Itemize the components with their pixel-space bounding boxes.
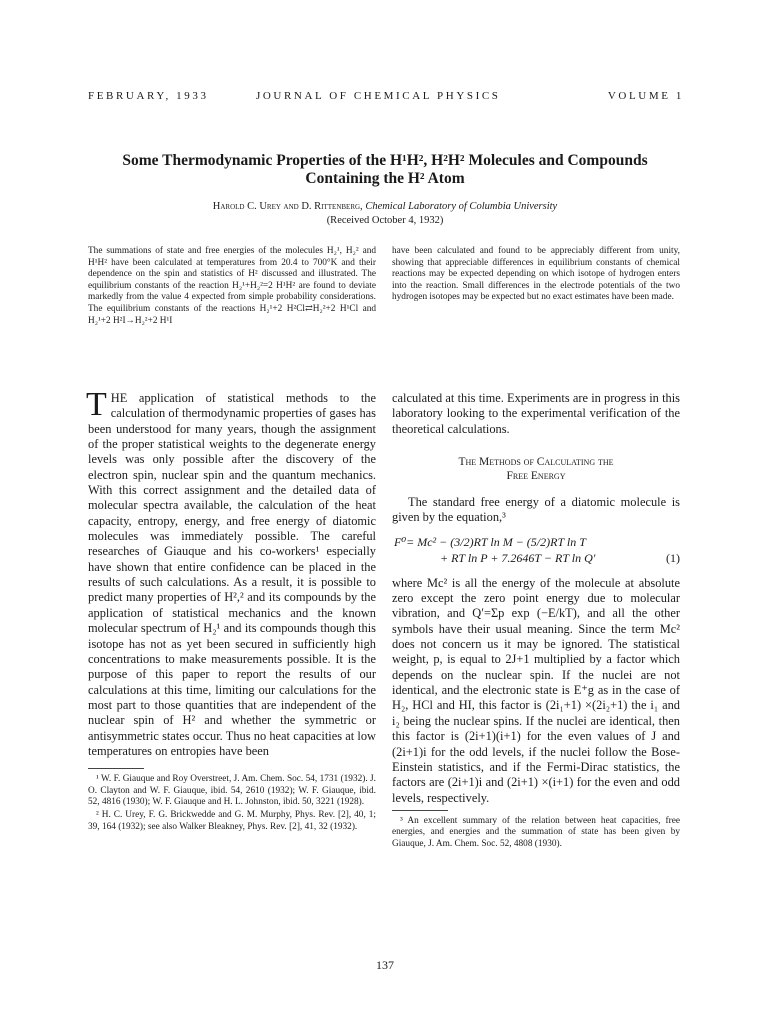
equation-number: (1) bbox=[666, 550, 680, 565]
intro-text: HE application of statistical methods to the calculation of thermodynamic properties of gases has been understood for many years, though the assignment of the proper statistical weights to the degenerate energy levels was only possible after the discovery of the electron spin, nuclear spin and the quantum mechanics. With this correct assignment and the detailed data of molecular spectra available, the calculation of the heat capacity, entropy, energy, and free energy of diatomic molecules was immediately possible. The careful researches of Giauque and his co-workers¹ especially have shown that entire confidence can be placed in the results of such calculations. As a result, it is possible to predict many properties of H²,² and its compounds by the application of statistical mechanics and the known molecular spectrum of H₂¹ and its compounds though this isotope has not as yet been secured in sufficiently high concentrations to make measurements possible. It is the purpose of this paper to report the results of our calculations at this time, limiting our calculations for the most part to those quantities that are independent of the nuclear spin of H² and whether the symmetric or antisymmetric states occur. Thus no heat capacities at low temperatures on entropies have been bbox=[88, 391, 376, 758]
footnotes-left bbox=[88, 774, 376, 833]
equation-line-2: + RT ln P + 7.2646T − RT ln Q′ bbox=[440, 550, 596, 565]
continued-paragraph: calculated at this time. Experiments are in progress in this laboratory looking to the experimental verification of the theoretical calculations. bbox=[392, 391, 680, 436]
body-column-left bbox=[86, 386, 376, 834]
received-date: (Received October 4, 1932) bbox=[326, 215, 444, 226]
footnote-3: ³ An excellent summary of the relation between heat capacities, free energies, and energies and the summation of state has been given by Giauque, J. Am. Chem. Soc. 52, 4808 (1930). bbox=[392, 815, 680, 850]
statistical-weight-paragraph: where Mc² is all the energy of the molecule at absolute zero except the zero point energy due to molecular vibration, and Q′=Σp exp (−E/kT), and all the other symbols have their usual meaning. Since the term Mc² does not concern us it may be ignored. The statistical weight, p, is equal to 2J+1 multiplied by a factor which depends on the nuclear spin. If the nuclei are not identical, and the electronic state is E⁺g as in the case of H₂, HCl and HI, this factor is (2i₁+1) ×(2i₂+1) the i₁ and i₂ being the nuclear spins. If the nuclei are identical, then this factor is (2i+1)(i+1) for the even values of J and (2i+1)i for the odd levels, if the nuclei follow the Bose-Einstein statistics, and if the Fermi-Dirac statistics, the factors are (2i+1)i and (2i+1) ×(i+1) for the even and odd levels, respectively. bbox=[392, 575, 680, 805]
header-journal: JOURNAL OF CHEMICAL PHYSICS bbox=[256, 90, 501, 102]
equation-line-1: F⁰= Mc² − (3/2)RT ln M − (5/2)RT ln T bbox=[394, 534, 586, 549]
footnote-1: ¹ W. F. Giauque and Roy Overstreet, J. Am. Chem. Soc. 54, 1731 (1932). J. O. Clayton and W. F. Giauque, ibid. 54, 2610 (1932); W. F. Giauque, ibid. 52, 4816 (1930); W. F. Giauque and H. L. Johnston, ibid. 50, 3221 (1928). bbox=[88, 774, 376, 808]
title-line-1: Some Thermodynamic Properties of the H¹H², H²H² Molecules and Compounds bbox=[122, 152, 648, 169]
author-affiliation: Chemical Laboratory of Columbia University bbox=[365, 201, 558, 212]
author-block bbox=[90, 200, 680, 228]
footnote-2: ² H. C. Urey, F. G. Brickwedde and G. M. Murphy, Phys. Rev. [2], 40, 1; 39, 164 (1932); see also Walker Bleakney, Phys. Rev. [2], 41, 32 (1932). bbox=[88, 810, 376, 832]
footnote-rule-right bbox=[392, 810, 448, 811]
section-heading: The Methods of Calculating the Free Energy bbox=[458, 456, 614, 483]
footnote-rule bbox=[88, 768, 144, 769]
body-column-right bbox=[392, 391, 680, 852]
title-line-2: Containing the H² Atom bbox=[305, 170, 465, 187]
intro-paragraph bbox=[86, 386, 376, 759]
header-date: FEBRUARY, 1933 bbox=[88, 90, 209, 102]
article-title bbox=[90, 152, 680, 188]
author-names: Harold C. Urey and D. Rittenberg, bbox=[212, 201, 363, 212]
footnotes-right bbox=[392, 816, 680, 851]
abstract-right: have been calculated and found to be appreciably different from unity, showing that appreciable differences in equilibrium constants of chemical reactions may be expected depending on which isotope of hydrogen enters into the reaction. Small differences in the electrode potentials of the two hydrogen isotopes may be expected but no exact estimates have been made. bbox=[392, 246, 680, 303]
header-volume: VOLUME 1 bbox=[607, 90, 684, 102]
equation-intro: The standard free energy of a diatomic molecule is given by the equation,³ bbox=[392, 495, 680, 525]
equation-1 bbox=[392, 534, 680, 566]
drop-cap: T bbox=[86, 386, 107, 423]
abstract-left: The summations of state and free energies of the molecules H₂¹, H₂² and H¹H² have been calculated at temperatures from 20.4 to 700°K and their dependence on the spin and statistics of H² discussed and illustrated. The equilibrium constants of the reaction H₂¹+H₂²=2 H¹H² are found to deviate markedly from the value 4 expected from simple probability considerations. The equilibrium constants of the reactions H₂¹+2 H²Cl⇄H₂²+2 H¹Cl and H₂¹+2 H²I→H₂²+2 H¹I bbox=[88, 246, 376, 326]
page-number: 137 bbox=[376, 958, 394, 972]
